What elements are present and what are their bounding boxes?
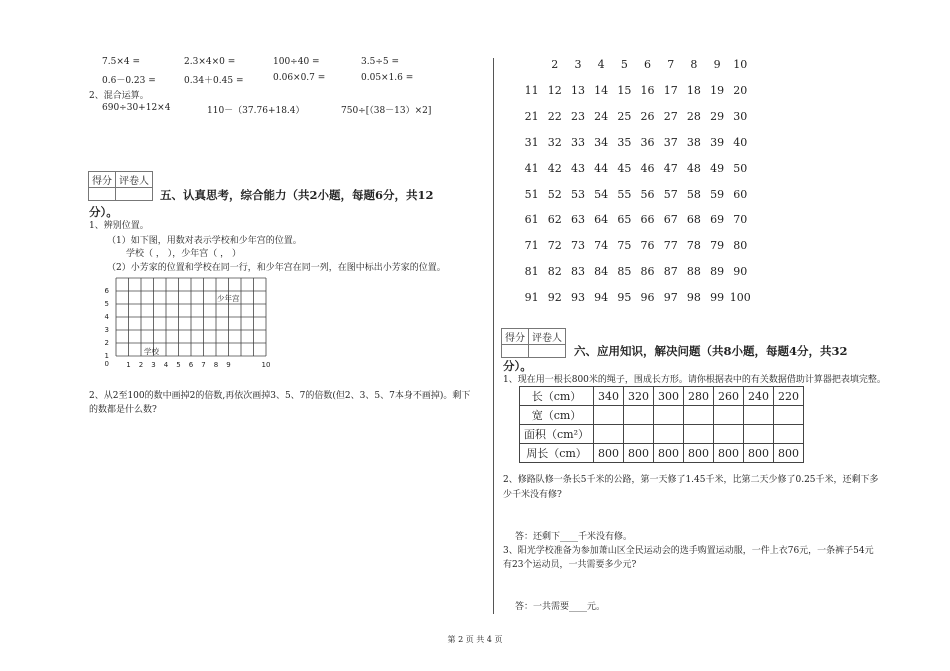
section5-title-cont: 分）。 [89,205,118,219]
cell: 800 [744,444,774,463]
number-cell: 93 [570,291,585,305]
number-cell: 82 [547,265,562,279]
score-box-right [501,328,566,358]
number-cell: 54 [594,187,609,201]
number-cell: 66 [640,213,655,227]
school-label: 学校 [144,347,159,356]
number-cell: 56 [640,187,655,201]
section5-title: 五、认真思考，综合能力（共2小题，每题6分，共12 [160,188,434,202]
number-cell: 81 [524,265,539,279]
cell: 280 [684,387,714,406]
r-q1: 1、现在用一根长800米的绳子，围成长方形。请你根据表中的有关数据借助计算器把表填完整。 [503,375,886,385]
number-cell: 64 [594,213,609,227]
score-label: 得分 [502,329,529,345]
x-tick-8: 8 [213,361,219,369]
x-tick-6: 6 [188,361,194,369]
table-row [520,387,804,406]
number-row [520,136,752,149]
y-tick-1: 1 [104,352,109,360]
number-cell: 27 [663,109,678,123]
number-cell: 90 [733,265,748,279]
mixed-title: 2、混合运算。 [89,91,149,101]
number-cell: 96 [640,291,655,305]
y-tick-2: 2 [104,339,109,347]
cell: 260 [714,387,744,406]
cell: 320 [624,387,654,406]
cell: 300 [654,387,684,406]
number-cell: 95 [617,291,632,305]
number-cell: 34 [594,135,609,149]
number-cell: 91 [524,291,539,305]
number-cell: 32 [547,135,562,149]
calc-4: 3.5÷5 = [361,57,399,67]
number-cell: 20 [733,83,748,97]
score-label: 得分 [89,172,116,188]
number-cell: 83 [570,265,585,279]
calc-1: 7.5×4 = [102,57,140,67]
number-cell: 61 [524,213,539,227]
number-cell: 89 [710,265,725,279]
y-tick-0: 0 [104,360,109,368]
number-cell: 47 [663,161,678,175]
grid-lines [116,278,266,356]
number-cell: 60 [733,187,748,201]
table-row [520,444,804,463]
r-q2-line1: 2、修路队修一条长5千米的公路，第一天修了1.45千米，比第二天少修了0.25千米，还剩下多 [503,475,879,485]
q1-blank: 学校（ ， ），少年宫（ ， ） [126,249,241,259]
number-cell: 88 [686,265,701,279]
number-cell: 50 [733,161,748,175]
page-footer: 第 2 页 共 4 页 [447,635,503,644]
number-row [520,110,752,123]
column-divider [493,58,494,614]
number-cell: 92 [547,291,562,305]
y-tick-5: 5 [104,300,109,308]
q1-part1: （1）如下图，用数对表示学校和少年宫的位置。 [107,236,302,246]
table-row [520,425,804,444]
coordinate-grid [98,272,278,372]
number-cell: 29 [710,109,725,123]
number-cell: 75 [617,239,632,253]
number-cell: 99 [710,291,725,305]
number-cell: 35 [617,135,632,149]
number-cell: 70 [733,213,748,227]
number-cell: 53 [570,187,585,201]
number-row [520,239,752,252]
number-cell: 49 [710,161,725,175]
mixed-2: 110－（37.76+18.4） [207,106,305,116]
q2-line2: 的数都是什么数? [89,405,157,415]
q1-part2: （2）小芳家的位置和学校在同一行，和少年宫在同一列，在图中标出小芳家的位置。 [107,263,446,273]
mixed-1: 690÷30+12×4 [102,103,171,113]
r-q3-line1: 3、阳光学校准备为参加萧山区全民运动会的选手购置运动服，一件上衣76元，一条裤子54元 [503,546,874,556]
number-cell: 17 [663,83,678,97]
number-cell: 71 [524,239,539,253]
x-tick-7: 7 [201,361,206,369]
number-cell: 24 [594,109,609,123]
number-row [520,213,752,226]
number-cell: 13 [570,83,585,97]
cell: 800 [774,444,804,463]
number-cell: 15 [617,83,632,97]
row-label: 宽（cm） [520,406,594,425]
number-cell [520,58,543,71]
number-cell: 57 [663,187,678,201]
number-cell: 11 [524,83,539,97]
number-cell: 100 [729,291,751,305]
row-label: 面积（cm²） [520,425,594,444]
score-box-left [88,171,153,201]
grader-label: 评卷人 [529,329,566,345]
calc-7: 0.06×0.7 = [273,73,326,83]
number-cell: 46 [640,161,655,175]
mixed-3: 750÷[（38－13）×2] [341,106,432,116]
calc-6: 0.34＋0.45 = [184,76,244,86]
number-row [520,188,752,201]
x-tick-1: 1 [126,361,131,369]
x-tick-5: 5 [176,361,181,369]
number-cell: 45 [617,161,632,175]
cell: 220 [774,387,804,406]
number-cell: 33 [570,135,585,149]
number-cell: 51 [524,187,539,201]
x-tick-9: 9 [226,361,231,369]
section6-title-cont: 分）。 [503,359,532,373]
rectangle-table [519,386,804,463]
q1-title: 1、辨别位置。 [89,221,149,231]
cell: 800 [714,444,744,463]
number-cell: 3 [574,58,582,71]
q2-line1: 2、从2至100的数中画掉2的倍数,再依次画掉3、5、7的倍数(但2、3、5、7本身不画掉)。剩下 [89,391,471,401]
number-cell: 6 [644,58,652,71]
number-cell: 76 [640,239,655,253]
calc-3: 100÷40 = [273,57,320,67]
number-cell: 68 [686,213,701,227]
number-cell: 37 [663,135,678,149]
number-cell: 62 [547,213,562,227]
number-cell: 14 [594,83,609,97]
x-tick-4: 4 [163,361,169,369]
number-row [520,291,752,304]
number-cell: 52 [547,187,562,201]
number-cell: 5 [620,58,628,71]
number-cell: 85 [617,265,632,279]
number-cell: 78 [686,239,701,253]
calc-5: 0.6－0.23 = [102,76,156,86]
number-cell: 38 [686,135,701,149]
number-cell: 97 [663,291,678,305]
number-cell: 87 [663,265,678,279]
number-cell: 59 [710,187,725,201]
number-row [520,265,752,278]
section6-title: 六、应用知识，解决问题（共8小题，每题4分，共32 [574,344,848,358]
x-tick-3: 3 [151,361,156,369]
number-cell: 18 [686,83,701,97]
number-cell: 31 [524,135,539,149]
row-label: 长（cm） [520,387,594,406]
calc-8: 0.05×1.6 = [361,73,414,83]
number-cell: 48 [686,161,701,175]
number-cell: 9 [713,58,721,71]
number-cell: 30 [733,109,748,123]
cell: 800 [654,444,684,463]
row-label: 周长（cm） [520,444,594,463]
y-tick-6: 6 [104,287,109,295]
x-tick-2: 2 [138,361,144,369]
number-cell: 86 [640,265,655,279]
number-cell: 19 [710,83,725,97]
number-cell: 43 [570,161,585,175]
number-row [520,58,752,71]
cell: 800 [594,444,624,463]
number-cell: 58 [686,187,701,201]
number-cell: 98 [686,291,701,305]
number-row [520,162,752,175]
number-cell: 10 [733,58,748,71]
cell: 340 [594,387,624,406]
number-cell: 42 [547,161,562,175]
x-tick-10: 10 [261,361,271,369]
table-row [520,406,804,425]
cell: 800 [684,444,714,463]
y-tick-4: 4 [104,313,109,321]
number-cell: 80 [733,239,748,253]
number-cell: 25 [617,109,632,123]
number-cell: 7 [667,58,675,71]
number-cell: 44 [594,161,609,175]
number-cell: 36 [640,135,655,149]
number-cell: 74 [594,239,609,253]
palace-label: 少年宫 [217,294,240,303]
number-cell: 21 [524,109,539,123]
number-cell: 22 [547,109,562,123]
y-tick-3: 3 [104,326,109,334]
r-q2-answer: 答：还剩下____千米没有修。 [515,532,633,542]
number-cell: 63 [570,213,585,227]
number-cell: 16 [640,83,655,97]
number-cell: 72 [547,239,562,253]
r-q3-answer: 答：一共需要____元。 [515,602,606,612]
number-cell: 12 [547,83,562,97]
number-cell: 41 [524,161,539,175]
number-cell: 28 [686,109,701,123]
number-cell: 84 [594,265,609,279]
number-row [520,84,752,97]
number-cell: 73 [570,239,585,253]
cell: 800 [624,444,654,463]
number-cell: 4 [597,58,605,71]
number-cell: 77 [663,239,678,253]
number-cell: 26 [640,109,655,123]
cell: 240 [744,387,774,406]
number-cell: 55 [617,187,632,201]
number-cell: 79 [710,239,725,253]
number-cell: 23 [570,109,585,123]
number-cell: 40 [733,135,748,149]
calc-2: 2.3×4×0 = [184,57,236,67]
number-cell: 2 [551,58,559,71]
r-q3-line2: 有23个运动员，一共需要多少元? [503,560,637,570]
number-cell: 8 [690,58,698,71]
number-cell: 67 [663,213,678,227]
number-cell: 94 [594,291,609,305]
number-cell: 65 [617,213,632,227]
grader-label: 评卷人 [116,172,153,188]
number-cell: 69 [710,213,725,227]
number-cell: 39 [710,135,725,149]
r-q2-line2: 少千米没有修? [503,490,562,500]
